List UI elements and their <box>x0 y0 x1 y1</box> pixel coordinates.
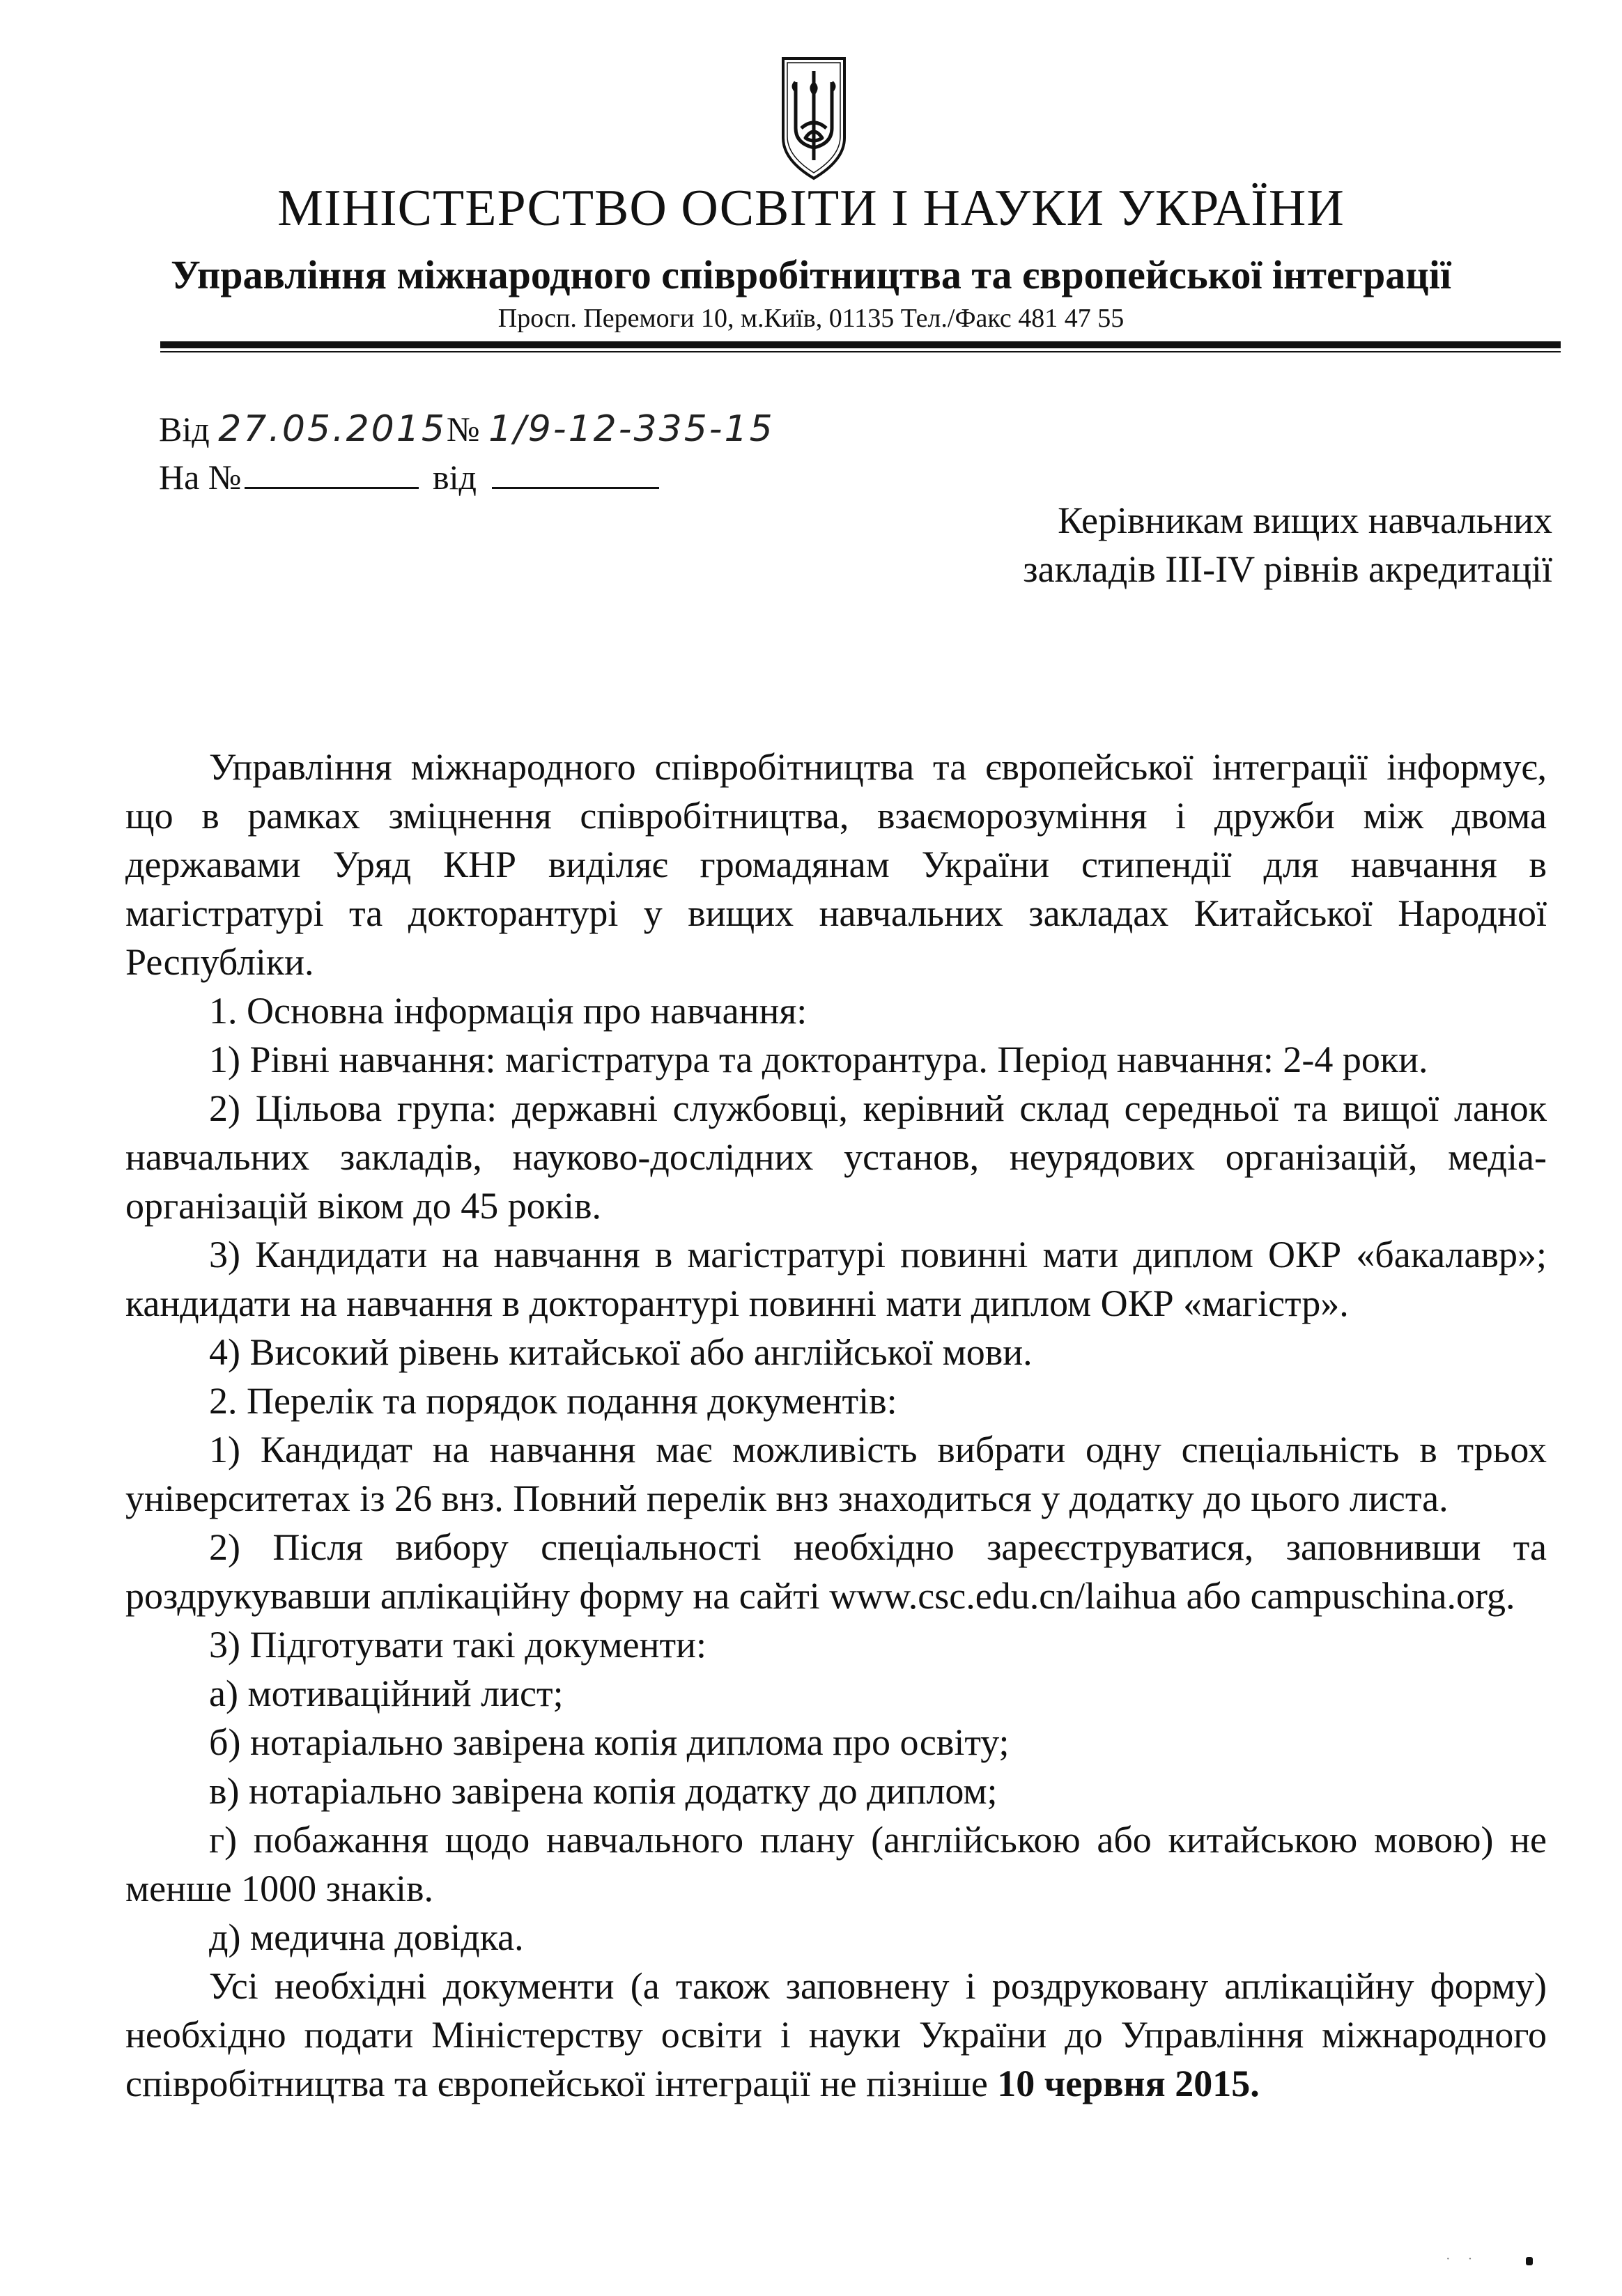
department-address: Просп. Перемоги 10, м.Київ, 01135 Тел./Факс 481 47 55 <box>497 304 1125 333</box>
outgoing-reference <box>159 408 775 450</box>
letter-body <box>125 743 1547 2108</box>
list-item: 2) Після вибору спеціальності необхідно зареєструватися, заповнивши та роздрукувавши аплікаційну форму на сайті www.csc.edu.cn/laihua або campuschina.org. <box>125 1526 1547 1617</box>
addressee-line-1: Керівникам вищих навчальних <box>1058 499 1552 541</box>
scan-dot <box>1526 2257 1533 2265</box>
header-rule-thin <box>160 351 1561 352</box>
list-item: д) медична довідка. <box>209 1916 524 1958</box>
addressee-line-2: закладів III-IV рівнів акредитації <box>1023 548 1552 590</box>
department-subtitle: Управління міжнародного співробітництва та європейської інтеграції <box>171 252 1451 297</box>
deadline-text: Усі необхідні документи (а також заповнену і роздруковану аплікаційну форму) необхідно подати Міністерству освіти і науки України до Управління міжнародного співробітництва та європейської інтеграції не пізніше <box>125 1965 1547 2104</box>
from-label: Від <box>159 410 210 449</box>
trident-coat-of-arms-icon <box>779 56 849 181</box>
list-item: 4) Високий рівень китайської або англійської мови. <box>209 1331 1033 1373</box>
section-2-heading: 2. Перелік та порядок подання документів: <box>209 1380 897 1422</box>
incoming-number-label: На № <box>159 458 242 497</box>
addressee-block <box>856 496 1552 594</box>
handwritten-number: 1/9-12-335-15 <box>488 408 775 450</box>
header-rule-thick <box>160 341 1561 348</box>
incoming-date-blank <box>492 487 659 489</box>
ministry-title: МІНІСТЕРСТВО ОСВІТИ І НАУКИ УКРАЇНИ <box>277 180 1345 237</box>
list-item: г) побажання щодо навчального плану (англійською або китайською мовою) не менше 1000 знаків. <box>125 1819 1547 1909</box>
paragraph-intro: Управління міжнародного співробітництва та європейської інтеграції інформує, що в рамках зміцнення співробітництва, взаєморозуміння і дружби між двома державами Уряд КНР виділяє громадянам України стипендії для навчання в магістратурі та докторантурі у вищих навчальних закладах Китайської Народної Республіки. <box>125 746 1547 983</box>
paragraph-deadline <box>125 1962 1547 2108</box>
section-1-heading: 1. Основна інформація про навчання: <box>209 990 808 1032</box>
list-item: 1) Рівні навчання: магістратура та докторантура. Період навчання: 2-4 роки. <box>209 1039 1428 1080</box>
handwritten-date: 27.05.2015 <box>218 408 447 450</box>
list-item: а) мотиваційний лист; <box>209 1673 564 1714</box>
list-item: 3) Кандидати на навчання в магістратурі повинні мати диплом ОКР «бакалавр»; кандидати на навчання в докторантурі повинні мати диплом ОКР «магістр». <box>125 1234 1547 1324</box>
list-item: 3) Підготувати такі документи: <box>209 1624 707 1666</box>
incoming-reference <box>159 460 659 495</box>
scan-speck: · · <box>1446 2251 1480 2267</box>
deadline-date: 10 червня 2015. <box>997 2063 1260 2104</box>
incoming-number-blank <box>245 487 419 489</box>
list-item: в) нотаріально завірена копія додатку до диплом; <box>209 1770 998 1812</box>
incoming-date-label: від <box>433 458 477 497</box>
list-item: 1) Кандидат на навчання має можливість вибрати одну спеціальність в трьох університетах із 26 внз. Повний перелік внз знаходиться у додатку до цього листа. <box>125 1429 1547 1519</box>
list-item: 2) Цільова група: державні службовці, керівний склад середньої та вищої ланок навчальних закладів, науково-дослідних установ, неурядових організацій, медіа-організацій віком до 45 років. <box>125 1087 1547 1227</box>
list-item: б) нотаріально завірена копія диплома про освіту; <box>209 1721 1010 1763</box>
number-label: № <box>446 410 480 449</box>
